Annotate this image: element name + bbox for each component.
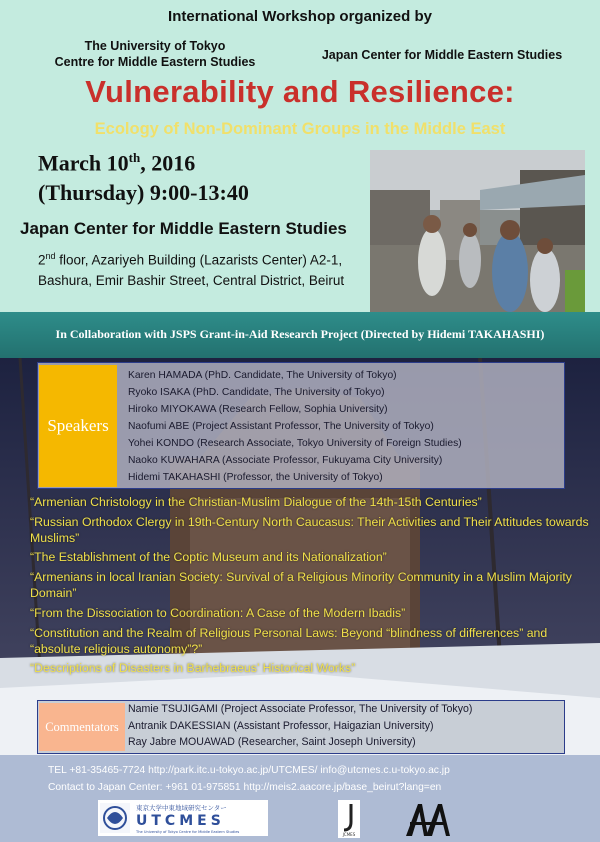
venue-address-rest: floor, Azariyeh Building (Lazarists Center) A2-1, Bashura, Emir Bashir Street, Central District, Beirut — [38, 252, 345, 288]
collaboration-band — [0, 312, 600, 358]
venue-address — [38, 246, 368, 291]
organizer-utokyo-line2: Centre for Middle Eastern Studies — [54, 55, 256, 69]
commentator-item: Antranik DAKESSIAN (Assistant Professor, Haigazian University) — [128, 719, 434, 732]
aa-logo — [404, 802, 454, 838]
workshop-title: Vulnerability and Resilience: — [85, 74, 515, 109]
speaker-item: Hidemi TAKAHASHI (Professor, the University of Tokyo) — [128, 472, 383, 483]
street-photo — [370, 150, 585, 312]
event-date — [38, 150, 195, 176]
contact-line-japan-center: Contact to Japan Center: +961 01-975851 http://meis2.aacore.jp/base_beirut?lang=en — [48, 782, 442, 793]
talk-title: “From the Dissociation to Coordination: A Case of the Modern Ibadis” — [30, 605, 406, 620]
event-date-year: , 2016 — [140, 150, 196, 176]
speaker-item: Hiroko MIYOKAWA (Research Fellow, Sophia University) — [128, 404, 388, 415]
organizer-jcmes: Japan Center for Middle Eastern Studies — [321, 48, 563, 62]
commentators-list — [128, 701, 472, 751]
collaboration-text: In Collaboration with JSPS Grant-in-Aid Research Project (Directed by Hidemi TAKAHASHI) — [55, 327, 545, 341]
event-date-day: March 10 — [38, 150, 129, 176]
speakers-list — [128, 367, 462, 486]
talk-title: “Armenians in local Iranian Society: Survival of a Religious Minority Community in a Muslim Majority Domain” — [30, 570, 572, 601]
organizer-utokyo-line1: The University of Tokyo — [84, 39, 226, 53]
talk-title: “Descriptions of Disasters in Barhebraeus’ Historical Works” — [30, 661, 356, 676]
organizer-utokyo — [40, 38, 270, 70]
jcmes-logo — [338, 800, 360, 838]
talks-list — [30, 494, 590, 680]
organized-by-line: International Workshop organized by — [168, 8, 432, 25]
speaker-item: Naofumi ABE (Project Assistant Professor, The University of Tokyo) — [128, 421, 434, 432]
talk-title: “Constitution and the Realm of Religious Personal Laws: Beyond “blindness of differences” and “absolute religious autonomy”?” — [30, 625, 548, 656]
jcmes-logo-text: JCMES — [342, 832, 356, 837]
speaker-item: Yohei KONDO (Research Associate, Tokyo University of Foreign Studies) — [128, 438, 462, 449]
speaker-item: Ryoko ISAKA (PhD. Candidate, The University of Tokyo) — [128, 387, 385, 398]
venue-floor-sup: nd — [45, 251, 56, 261]
talk-title: “Armenian Christology in the Christian-Muslim Dialogue of the 14th-15th Centuries” — [30, 495, 482, 509]
talk-title: “The Establishment of the Coptic Museum and its Nationalization” — [30, 550, 387, 565]
utcmes-logo-name: UTCMES — [136, 813, 225, 829]
venue-name: Japan Center for Middle Eastern Studies — [20, 219, 347, 238]
event-date-suffix: th — [128, 150, 141, 165]
commentator-item: Namie TSUJIGAMI (Project Associate Professor, The University of Tokyo) — [128, 703, 473, 715]
utcmes-logo — [98, 800, 268, 836]
event-weekday-time: (Thursday) 9:00-13:40 — [38, 180, 249, 205]
commentators-label: Commentators — [39, 703, 125, 751]
talk-title: “Russian Orthodox Clergy in 19th-Century North Caucasus: Their Activities and Their Attitudes towards Muslims” — [30, 514, 589, 545]
speaker-item: Karen HAMADA (PhD. Candidate, The University of Tokyo) — [128, 370, 397, 381]
contact-line-tokyo: TEL +81-35465-7724 http://park.itc.u-tokyo.ac.jp/UTCMES/ info@utcmes.c.u-tokyo.ac.jp — [48, 765, 450, 776]
workshop-subtitle: Ecology of Non-Dominant Groups in the Middle East — [94, 120, 506, 138]
speakers-label: Speakers — [39, 365, 117, 487]
utcmes-logo-sub: The University of Tokyo Centre for Middle Eastern Studies — [136, 830, 240, 834]
utcmes-logo-jp: 東京大学中東地域研究センター — [136, 804, 227, 812]
speaker-item: Naoko KUWAHARA (Associate Professor, Fukuyama City University) — [128, 455, 443, 466]
venue-floor-num: 2 — [38, 252, 46, 268]
commentator-item: Ray Jabre MOUAWAD (Researcher, Saint Joseph University) — [128, 736, 416, 748]
